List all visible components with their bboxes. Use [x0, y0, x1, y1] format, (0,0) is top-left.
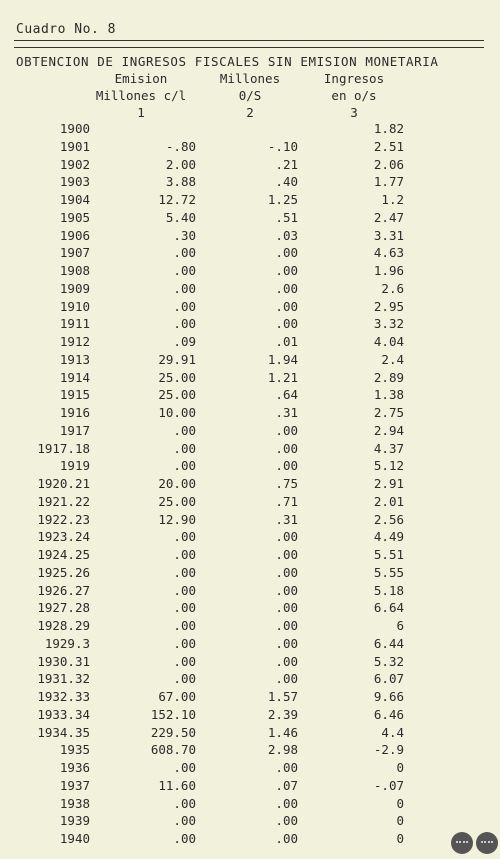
ingresos-cell: 0: [396, 760, 404, 775]
emision-cell: .00: [173, 635, 196, 651]
table-row: [0, 671, 500, 689]
chat-bubble-icon[interactable]: [451, 832, 473, 854]
millones-cell: .31: [275, 511, 298, 527]
ingresos-cell: 2.47: [373, 209, 404, 225]
millones-cell: .00: [275, 653, 298, 669]
table-row: [0, 529, 500, 547]
millones-cell: 1.21: [267, 369, 298, 385]
year-cell: 1932.33: [37, 689, 90, 704]
table-row: [0, 228, 500, 246]
emision-cell: .00: [173, 831, 196, 846]
year-cell: 1936: [59, 760, 90, 775]
millones-cell: .00: [275, 263, 298, 278]
year-cell: 1929.3: [44, 635, 90, 651]
table-row: [0, 565, 500, 583]
millones-cell: .00: [275, 458, 298, 474]
emision-cell: .00: [173, 529, 196, 545]
table-row: [0, 192, 500, 210]
table-body: [0, 121, 500, 849]
millones-cell: .00: [275, 298, 298, 314]
emision-cell: -.80: [165, 138, 196, 154]
millones-cell: .01: [275, 334, 298, 349]
ingresos-cell: 5.32: [373, 653, 404, 669]
year-cell: 1911: [59, 316, 90, 332]
table-row: [0, 139, 500, 157]
ingresos-cell: 1.38: [373, 387, 404, 403]
emision-cell: .00: [173, 280, 196, 296]
header-number: 1: [137, 105, 145, 120]
year-cell: 1904: [59, 192, 90, 207]
column-header-ingresos: [316, 70, 392, 121]
millones-cell: .00: [275, 635, 298, 651]
table-row: [0, 600, 500, 618]
year-cell: 1900: [59, 121, 90, 136]
emision-cell: .00: [173, 316, 196, 332]
year-cell: 1927.28: [37, 600, 90, 616]
emision-cell: .00: [173, 422, 196, 438]
millones-cell: .00: [275, 813, 298, 829]
emision-cell: 2.00: [165, 156, 196, 172]
header-number: 3: [350, 105, 358, 120]
table-row: [0, 796, 500, 814]
ingresos-cell: 6.64: [373, 600, 404, 616]
emision-cell: .00: [173, 458, 196, 474]
millones-cell: .31: [275, 405, 298, 420]
year-cell: 1901: [59, 138, 90, 154]
year-cell: 1926.27: [37, 582, 90, 598]
year-cell: 1934.35: [37, 724, 90, 740]
ingresos-cell: 9.66: [373, 689, 404, 704]
year-cell: 1940: [59, 831, 90, 846]
millones-cell: .00: [275, 422, 298, 438]
year-cell: 1925.26: [37, 564, 90, 580]
millones-cell: -.10: [267, 138, 298, 154]
double-rule: [14, 40, 484, 48]
table-row: [0, 689, 500, 707]
ingresos-cell: 4.04: [373, 334, 404, 349]
header-line: Ingresos: [323, 71, 385, 86]
millones-cell: .00: [275, 245, 298, 261]
emision-cell: .00: [173, 618, 196, 633]
year-cell: 1928.29: [37, 618, 90, 633]
millones-cell: .75: [275, 476, 298, 491]
millones-cell: .71: [275, 493, 298, 509]
table-row: [0, 458, 500, 476]
ingresos-cell: 6: [396, 618, 404, 633]
table-row: [0, 157, 500, 175]
ingresos-cell: 6.44: [373, 635, 404, 651]
millones-cell: .00: [275, 760, 298, 775]
millones-cell: .51: [275, 209, 298, 225]
ingresos-cell: 2.06: [373, 156, 404, 172]
table-row: [0, 707, 500, 725]
table-row: [0, 210, 500, 228]
emision-cell: 67.00: [158, 689, 196, 704]
ingresos-cell: 3.31: [373, 227, 404, 243]
millones-cell: .00: [275, 582, 298, 598]
table-row: [0, 121, 500, 139]
table-row: [0, 813, 500, 831]
millones-cell: .00: [275, 529, 298, 545]
emision-cell: 20.00: [158, 476, 196, 491]
emision-cell: 229.50: [150, 724, 196, 740]
emision-cell: 25.00: [158, 493, 196, 509]
millones-cell: 1.25: [267, 192, 298, 207]
ingresos-cell: 4.37: [373, 440, 404, 456]
emision-cell: .00: [173, 671, 196, 687]
year-cell: 1931.32: [37, 671, 90, 687]
millones-cell: .00: [275, 547, 298, 562]
year-cell: 1903: [59, 174, 90, 190]
year-cell: 1907: [59, 245, 90, 261]
emision-cell: 25.00: [158, 369, 196, 385]
ingresos-cell: 2.6: [381, 280, 404, 296]
emision-cell: .00: [173, 298, 196, 314]
millones-cell: .40: [275, 174, 298, 190]
table-row: [0, 263, 500, 281]
emision-cell: .09: [173, 334, 196, 349]
ingresos-cell: 0: [396, 813, 404, 829]
table-row: [0, 618, 500, 636]
table-row: [0, 423, 500, 441]
ingresos-cell: 1.77: [373, 174, 404, 190]
millones-cell: .00: [275, 440, 298, 456]
table-row: [0, 760, 500, 778]
year-cell: 1930.31: [37, 653, 90, 669]
chat-bubble-icon[interactable]: [476, 832, 498, 854]
year-cell: 1902: [59, 156, 90, 172]
emision-cell: .00: [173, 795, 196, 811]
table-row: [0, 174, 500, 192]
year-cell: 1913: [59, 351, 90, 367]
year-cell: 1937: [59, 777, 90, 793]
table-title: OBTENCION DE INGRESOS FISCALES SIN EMISION MONETARIA: [16, 54, 439, 69]
table-row: [0, 370, 500, 388]
emision-cell: 12.72: [158, 192, 196, 207]
year-cell: 1935: [59, 742, 90, 758]
millones-cell: .00: [275, 795, 298, 811]
millones-cell: 1.57: [267, 689, 298, 704]
header-line: Millones c/l: [95, 88, 187, 103]
millones-cell: 2.98: [267, 742, 298, 758]
ingresos-cell: 0: [396, 795, 404, 811]
emision-cell: .00: [173, 564, 196, 580]
header-line: Millones: [219, 71, 281, 86]
table-row: [0, 281, 500, 299]
table-row: [0, 512, 500, 530]
emision-cell: .00: [173, 760, 196, 775]
ingresos-cell: 2.51: [373, 138, 404, 154]
table-row: [0, 778, 500, 796]
table-row: [0, 636, 500, 654]
emision-cell: 29.91: [158, 351, 196, 367]
year-cell: 1905: [59, 209, 90, 225]
table-caption: Cuadro No. 8: [16, 22, 116, 37]
year-cell: 1909: [59, 280, 90, 296]
table-row: [0, 583, 500, 601]
millones-cell: .00: [275, 600, 298, 616]
table-row: [0, 299, 500, 317]
year-cell: 1921.22: [37, 493, 90, 509]
header-line: Emision: [114, 71, 168, 86]
millones-cell: .00: [275, 831, 298, 846]
millones-cell: .00: [275, 618, 298, 633]
millones-cell: .21: [275, 156, 298, 172]
table-row: [0, 654, 500, 672]
year-cell: 1938: [59, 795, 90, 811]
ingresos-cell: 4.4: [381, 724, 404, 740]
table-row: [0, 352, 500, 370]
ingresos-cell: 5.51: [373, 547, 404, 562]
ingresos-cell: 5.55: [373, 564, 404, 580]
millones-cell: 1.46: [267, 724, 298, 740]
year-cell: 1933.34: [37, 706, 90, 722]
ingresos-cell: 4.63: [373, 245, 404, 261]
column-header-millones: [208, 70, 292, 121]
ingresos-cell: 3.32: [373, 316, 404, 332]
year-cell: 1917.18: [37, 440, 90, 456]
ingresos-cell: 0: [396, 831, 404, 846]
ingresos-cell: 2.95: [373, 298, 404, 314]
millones-cell: .00: [275, 316, 298, 332]
emision-cell: 608.70: [150, 742, 196, 758]
emision-cell: .00: [173, 245, 196, 261]
millones-cell: .00: [275, 671, 298, 687]
emision-cell: 10.00: [158, 405, 196, 420]
millones-cell: .64: [275, 387, 298, 403]
ingresos-cell: -.07: [373, 777, 404, 793]
year-cell: 1922.23: [37, 511, 90, 527]
table-row: [0, 387, 500, 405]
millones-cell: 1.94: [267, 351, 298, 367]
emision-cell: 11.60: [158, 777, 196, 793]
year-cell: 1914: [59, 369, 90, 385]
table-row: [0, 245, 500, 263]
table-row: [0, 316, 500, 334]
emision-cell: .00: [173, 653, 196, 669]
header-line: 0/S: [238, 88, 262, 103]
year-cell: 1908: [59, 263, 90, 278]
year-cell: 1924.25: [37, 547, 90, 562]
ingresos-cell: 2.89: [373, 369, 404, 385]
year-cell: 1915: [59, 387, 90, 403]
column-header-emision: [86, 70, 196, 121]
ingresos-cell: 2.01: [373, 493, 404, 509]
emision-cell: 25.00: [158, 387, 196, 403]
ingresos-cell: 5.18: [373, 582, 404, 598]
ingresos-cell: 1.96: [373, 263, 404, 278]
emision-cell: .00: [173, 582, 196, 598]
table-row: [0, 334, 500, 352]
ingresos-cell: 2.91: [373, 476, 404, 491]
year-cell: 1923.24: [37, 529, 90, 545]
millones-cell: .03: [275, 227, 298, 243]
ingresos-cell: 1.2: [381, 192, 404, 207]
ingresos-cell: 5.12: [373, 458, 404, 474]
emision-cell: .00: [173, 600, 196, 616]
ingresos-cell: -2.9: [373, 742, 404, 758]
ingresos-cell: 6.07: [373, 671, 404, 687]
emision-cell: 5.40: [165, 209, 196, 225]
table-row: [0, 441, 500, 459]
table-row: [0, 494, 500, 512]
ingresos-cell: 2.75: [373, 405, 404, 420]
header-number: 2: [246, 105, 254, 120]
table-row: [0, 476, 500, 494]
table-row: [0, 405, 500, 423]
millones-cell: 2.39: [267, 706, 298, 722]
millones-cell: .07: [275, 777, 298, 793]
year-cell: 1906: [59, 227, 90, 243]
ingresos-cell: 2.94: [373, 422, 404, 438]
table-row: [0, 725, 500, 743]
header-line: en o/s: [331, 88, 377, 103]
ingresos-cell: 6.46: [373, 706, 404, 722]
ingresos-cell: 2.4: [381, 351, 404, 367]
ingresos-cell: 2.56: [373, 511, 404, 527]
year-cell: 1917: [59, 422, 90, 438]
year-cell: 1912: [59, 334, 90, 349]
emision-cell: .30: [173, 227, 196, 243]
year-cell: 1916: [59, 405, 90, 420]
ingresos-cell: 1.82: [373, 121, 404, 136]
millones-cell: .00: [275, 280, 298, 296]
table-row: [0, 742, 500, 760]
table-row: [0, 547, 500, 565]
emision-cell: .00: [173, 440, 196, 456]
year-cell: 1939: [59, 813, 90, 829]
year-cell: 1920.21: [37, 476, 90, 491]
emision-cell: .00: [173, 813, 196, 829]
emision-cell: 3.88: [165, 174, 196, 190]
emision-cell: 12.90: [158, 511, 196, 527]
year-cell: 1910: [59, 298, 90, 314]
emision-cell: 152.10: [150, 706, 196, 722]
table-row: [0, 831, 500, 849]
millones-cell: .00: [275, 564, 298, 580]
ingresos-cell: 4.49: [373, 529, 404, 545]
year-cell: 1919: [59, 458, 90, 474]
emision-cell: .00: [173, 547, 196, 562]
emision-cell: .00: [173, 263, 196, 278]
